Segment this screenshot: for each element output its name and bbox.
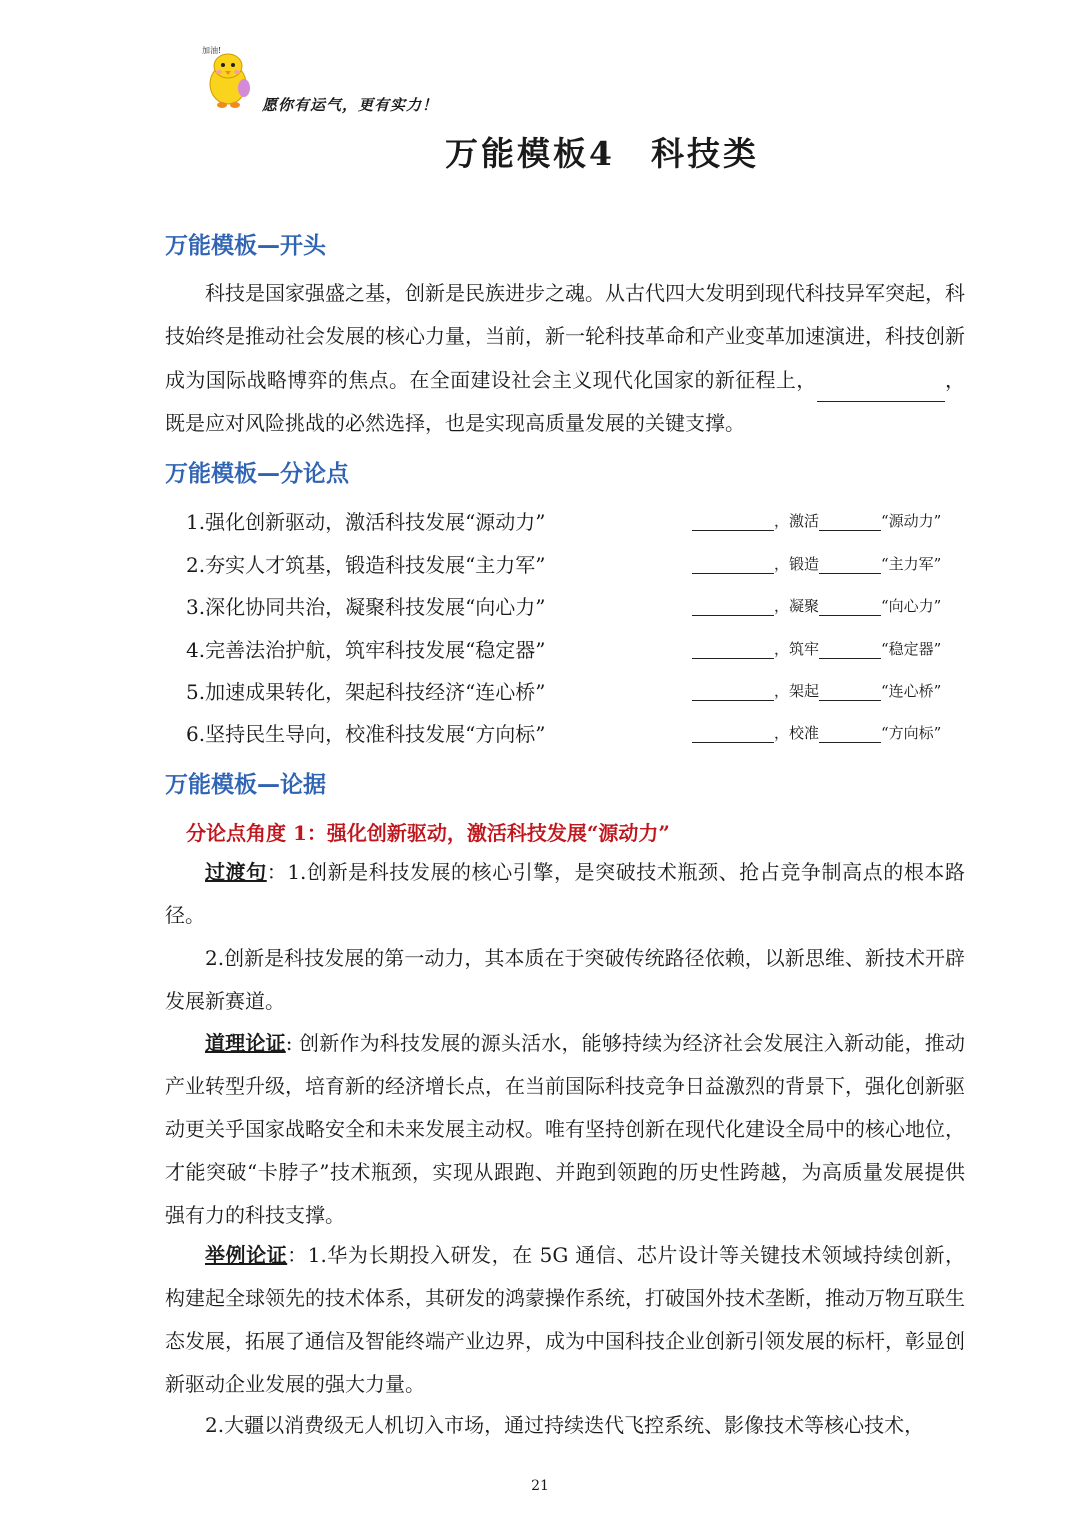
opening-text-after: ，既是应对风险挑战的必然选择，也是实现高质量发展的关键支撑。 <box>165 368 966 435</box>
opening-paragraph <box>165 272 965 445</box>
fill-blank[interactable] <box>819 724 881 743</box>
reasoning-paragraph <box>165 1022 965 1237</box>
example-paragraph-1 <box>165 1234 965 1406</box>
point-text: 3.深化协同共治，凝聚科技发展“向心力” <box>186 595 546 619</box>
fill-blank[interactable] <box>692 724 774 743</box>
point-quote: “连心桥” <box>881 682 942 700</box>
point-text: 1.强化创新驱动，激活科技发展“源动力” <box>186 510 546 534</box>
point-template <box>692 510 964 531</box>
point-item <box>186 549 966 579</box>
transition-paragraph-1 <box>165 851 965 937</box>
fill-blank[interactable] <box>819 682 881 701</box>
point-text: 6.坚持民生导向，校准科技发展“方向标” <box>186 722 546 746</box>
fill-blank[interactable] <box>817 358 945 402</box>
point-verb: ，凝聚 <box>774 597 820 615</box>
heading-evidence: 万能模板—论据 <box>165 772 326 798</box>
point-text: 4.完善法治护航，筑牢科技发展“稳定器” <box>186 638 546 662</box>
heading-points: 万能模板—分论点 <box>165 461 349 487</box>
transition-label: 过渡句 <box>205 860 267 884</box>
fill-blank[interactable] <box>692 597 774 616</box>
fill-blank[interactable] <box>692 640 774 659</box>
fill-blank[interactable] <box>819 640 881 659</box>
transition-paragraph-2: 2.创新是科技发展的第一动力，其本质在于突破传统路径依赖，以新思维、新技术开辟发展新赛道。 <box>165 946 965 1013</box>
point-quote: “稳定器” <box>881 640 942 658</box>
point-verb: ，锻造 <box>774 555 820 573</box>
fill-blank[interactable] <box>692 682 774 701</box>
point-quote: “向心力” <box>881 597 942 615</box>
heading-opening: 万能模板—开头 <box>165 233 326 259</box>
point-template <box>692 638 964 659</box>
point-verb: ，架起 <box>774 682 820 700</box>
point-text: 5.加速成果转化，架起科技经济“连心桥” <box>186 680 546 704</box>
reasoning-text: : 创新作为科技发展的源头活水，能够持续为经济社会发展注入新动能，推动产业转型升级，培育新的经济增长点，在当前国际科技竞争日益激烈的背景下，强化创新驱动更关乎国家战略安全和未来发展主动权。唯有坚持创新在现代化建设全局中的核心地位，才能突破“卡脖子”技术瓶颈，实现从跟跑、并跑到领跑的历史性跨越，为高质量发展提供强有力的科技支撑。 <box>165 1031 965 1227</box>
page-title: 万能模板4 科技类 <box>445 134 759 173</box>
point-template <box>692 553 964 574</box>
fill-blank[interactable] <box>692 512 774 531</box>
point-item <box>186 676 966 706</box>
point-template <box>692 595 964 616</box>
point-template <box>692 680 964 701</box>
fill-blank[interactable] <box>819 512 881 531</box>
angle-heading: 分论点角度 1：强化创新驱动，激活科技发展“源动力” <box>186 821 670 845</box>
point-item <box>186 506 966 536</box>
opening-text: 科技是国家强盛之基，创新是民族进步之魂。从古代四大发明到现代科技异军突起，科技始终是推动社会发展的核心力量，当前，新一轮科技革命和产业变革加速演进，科技创新成为国际战略博弈的焦点。在全面建设社会主义现代化国家的新征程上， <box>165 281 965 392</box>
example-paragraph-2: 2.大疆以消费级无人机切入市场，通过持续迭代飞控系统、影像技术等核心技术， <box>205 1413 925 1437</box>
point-item <box>186 718 966 748</box>
reasoning-label: 道理论证 <box>205 1031 286 1055</box>
point-quote: “源动力” <box>881 512 942 530</box>
fill-blank[interactable] <box>819 555 881 574</box>
transition-text-1: ：1.创新是科技发展的核心引擎，是突破技术瓶颈、抢占竞争制高点的根本路径。 <box>165 860 965 927</box>
example-label: 举例论证 <box>205 1243 288 1267</box>
fill-blank[interactable] <box>692 555 774 574</box>
point-quote: “方向标” <box>881 724 942 742</box>
point-template <box>692 722 964 743</box>
point-text: 2.夯实人才筑基，锻造科技发展“主力军” <box>186 553 546 577</box>
chick-mascot-logo <box>198 44 262 110</box>
point-verb: ，激活 <box>774 512 820 530</box>
example-text-1: ：1.华为长期投入研发，在 5G 通信、芯片设计等关键技术领域持续创新，构建起全球领先的技术体系，其研发的鸿蒙操作系统，打破国外技术垄断，推动万物互联生态发展，拓展了通信及智能终端产业边界，成为中国科技企业创新引领发展的标杆，彰显创新驱动企业发展的强大力量。 <box>165 1243 966 1396</box>
logo-badge-text: 加油! <box>202 46 222 55</box>
point-item <box>186 591 966 621</box>
point-item <box>186 634 966 664</box>
page-number: 21 <box>531 1478 549 1494</box>
fill-blank[interactable] <box>819 597 881 616</box>
point-verb: ，筑牢 <box>774 640 820 658</box>
motto: 愿你有运气，更有实力！ <box>262 96 439 114</box>
point-quote: “主力军” <box>881 555 942 573</box>
point-verb: ，校准 <box>774 724 820 742</box>
